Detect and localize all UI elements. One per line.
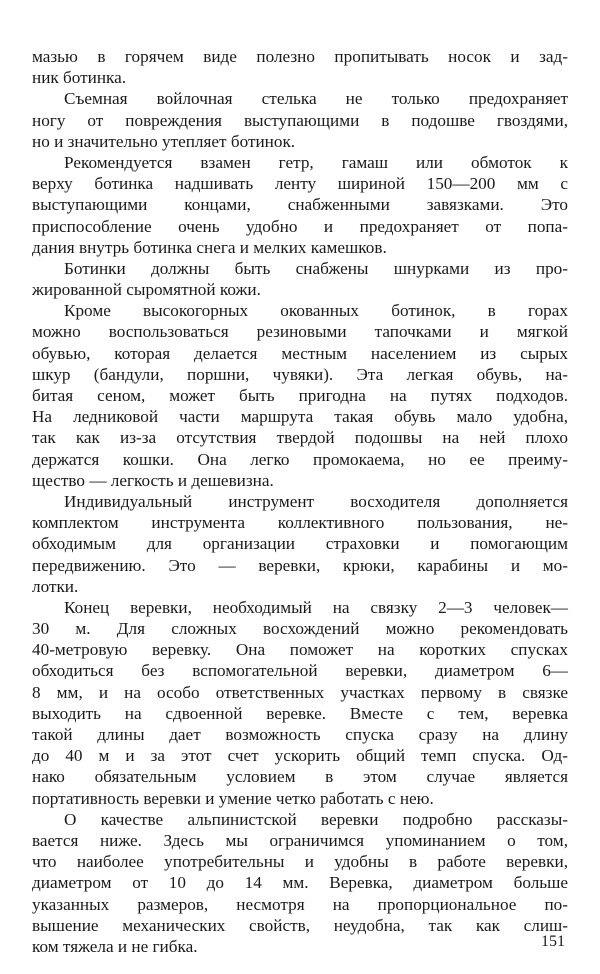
text-line: Ботинки должны быть снабжены шнурками из про- [64, 258, 568, 278]
text-line: щество — легкость и дешевизна. [32, 470, 274, 490]
text-line: вышение механических свойств, неудобна, так как слиш- [32, 915, 568, 935]
text-line: вается ниже. Здесь мы ограничимся упоминанием о том, [32, 830, 568, 850]
text-line: ник ботинка. [32, 68, 127, 88]
text-line: Рекомендуется взамен гетр, гамаш или обмоток к [64, 152, 568, 172]
text-line: На ледниковой части маршрута такая обувь мало удобна, [32, 407, 568, 427]
text-line: такой длины дает возможность спуска сразу на длину [32, 725, 568, 744]
text-line: приспособление очень удобно и предохраняет от попа- [32, 216, 568, 236]
text-line: битая сеном, может быть пригодна на путях подходов. [32, 386, 568, 405]
text-line: Индивидуальный инструмент восходителя дополняется [64, 491, 568, 511]
text-line: жированной сыромятной кожи. [32, 280, 261, 300]
text-line: ком тяжела и не гибка. [32, 936, 198, 956]
text-line: Конец веревки, необходимый на связку 2—3 человек— [64, 597, 568, 617]
text-line: обувью, которая делается местным населением из сырых [32, 343, 568, 363]
paragraph [32, 491, 568, 597]
paragraph [32, 258, 568, 300]
text-line: Кроме высокогорных окованных ботинок, в горах [64, 301, 568, 321]
text-line: держатся кошки. Она легко промокаема, но ее преиму- [32, 449, 568, 469]
text-line: дания внутрь ботинка снега и мелких камешков. [32, 237, 387, 257]
text-line: портативность веревки и умение четко работать с нею. [32, 788, 434, 808]
paragraph [32, 597, 568, 809]
text-line: комплектом инструмента коллективного пользования, не- [32, 513, 568, 533]
text-line: обходиться без вспомогательной веревки, диаметром 6— [32, 661, 568, 681]
paragraph [32, 809, 568, 957]
text-line: передвижению. Это — веревки, крюки, карабины и мо- [32, 555, 568, 575]
paragraph [32, 152, 568, 258]
text-line: 40-метровую веревку. Она поможет на коротких спусках [32, 640, 568, 660]
text-line: что наиболее употребительны и удобны в работе веревки, [32, 852, 568, 872]
text-line: так как из-за отсутствия твердой подошвы на ней плохо [32, 428, 568, 448]
paragraph [32, 46, 568, 88]
page-body-text [32, 46, 568, 957]
text-line: О качестве альпинистской веревки подробно рассказы- [64, 809, 568, 829]
text-line: Съемная войлочная стелька не только предохраняет [64, 89, 568, 109]
text-line: нако обязательным условием в этом случае является [32, 767, 568, 787]
text-line: диаметром от 10 до 14 мм. Веревка, диаметром больше [32, 873, 568, 893]
text-line: выступающими концами, снабженными завязками. Это [32, 195, 568, 215]
text-line: можно воспользоваться резиновыми тапочками и мягкой [32, 322, 568, 342]
text-line: 30 м. Для сложных восхождений можно рекомендовать [32, 619, 568, 639]
text-line: мазью в горячем виде полезно пропитывать носок и зад- [32, 47, 568, 66]
text-line: до 40 м и за этот счет ускорить общий темп спуска. Од- [32, 746, 568, 766]
text-line: шкур (бандули, поршни, чувяки). Эта легкая обувь, на- [32, 364, 568, 384]
text-line: ногу от повреждения выступающими в подошве гвоздями, [32, 110, 568, 130]
paragraph [32, 88, 568, 152]
paragraph [32, 300, 568, 491]
text-line: выходить на сдвоенной веревке. Вместе с тем, веревка [32, 703, 568, 723]
text-line: лотки. [32, 576, 79, 596]
text-line: указанных размеров, несмотря на пропорциональное по- [32, 894, 568, 914]
text-line: 8 мм, и на особо ответственных участках первому в связке [32, 682, 568, 702]
page-number: 151 [541, 933, 565, 950]
text-line: обходимым для организации страховки и помогающим [32, 534, 568, 554]
text-line: верху ботинка надшивать ленту шириной 150—200 мм с [32, 174, 568, 194]
text-line: но и значительно утепляет ботинок. [32, 131, 296, 151]
